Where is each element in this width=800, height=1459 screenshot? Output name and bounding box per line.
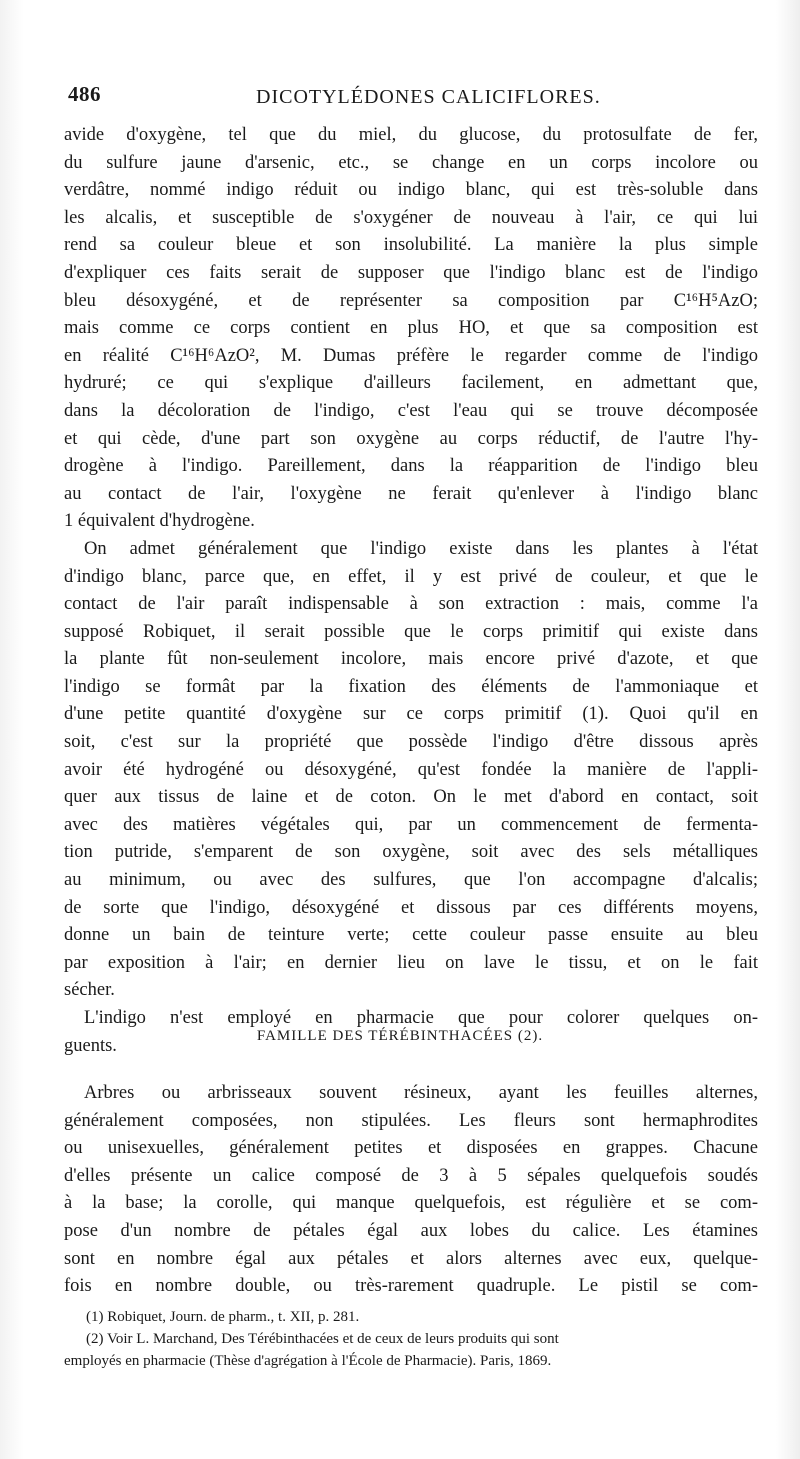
footnote-1: (1) Robiquet, Journ. de pharm., t. XII, p. 281.: [86, 1309, 360, 1325]
text-line: ou unisexuelles, généralement petites et disposées en grappes. Chacune: [64, 1138, 758, 1159]
text-line: L'indigo n'est employé en pharmacie que pour colorer quelques on-: [84, 1008, 758, 1028]
footnote-2: (2) Voir L. Marchand, Des Térébinthacées et de ceux de leurs produits qui sont: [86, 1331, 559, 1347]
paragraph-1: [64, 122, 758, 536]
text-line: à la base; la corolle, qui manque quelquefois, est régulière et se com-: [64, 1193, 758, 1214]
text-line: sont en nombre égal aux pétales et alors alternes avec eux, quelque-: [64, 1248, 758, 1269]
text-line: bleu désoxygéné, et de représenter sa composition par C¹⁶H⁵AzO;: [64, 290, 758, 311]
running-title: DICOTYLÉDONES CALICIFLORES.: [256, 86, 601, 108]
text-line: par exposition à l'air; en dernier lieu on lave le tissu, et on le fait: [64, 952, 758, 973]
text-line: On admet généralement que l'indigo existe dans les plantes à l'état: [84, 538, 758, 559]
paragraph-2: [64, 536, 758, 1005]
text-line: généralement composées, non stipulées. Les fleurs sont hermaphrodites: [64, 1110, 758, 1131]
text-line: soit, c'est sur la propriété que possède l'indigo d'être dissous après: [64, 732, 758, 753]
text-line: sécher.: [64, 980, 115, 1001]
text-line: fois en nombre double, ou très-rarement quadruple. Le pistil se com-: [64, 1276, 758, 1297]
text-line: de sorte que l'indigo, désoxygéné et dissous par ces différents moyens,: [64, 897, 758, 918]
text-line: du sulfure jaune d'arsenic, etc., se change en un corps incolore ou: [64, 152, 758, 173]
page-header: [68, 82, 758, 118]
text-line: avoir été hydrogéné ou désoxygéné, qu'est fondée la manière de l'appli-: [64, 759, 758, 780]
text-line: donne un bain de teinture verte; cette couleur passe ensuite au bleu: [64, 925, 758, 946]
footnote-2-continued: employés en pharmacie (Thèse d'agrégation à l'École de Pharmacie). Paris, 1869.: [64, 1353, 552, 1369]
section-paragraph: [64, 1080, 758, 1301]
text-line: au contact de l'air, l'oxygène ne ferait qu'enlever à l'indigo blanc: [64, 483, 758, 504]
text-line: quer aux tissus de laine et de coton. On le met d'abord en contact, soit: [64, 787, 758, 808]
text-line: guents.: [64, 1035, 117, 1056]
text-line: d'indigo blanc, parce que, en effet, il y est privé de couleur, et que le: [64, 566, 758, 587]
text-line: les alcalis, et susceptible de s'oxygéner de nouveau à l'air, ce qui lui: [64, 207, 758, 228]
text-line: d'elles présente un calice composé de 3 à 5 sépales quelquefois soudés: [64, 1165, 758, 1186]
text-line: l'indigo se formât par la fixation des éléments de l'ammoniaque et: [64, 676, 758, 697]
text-line: contact de l'air paraît indispensable à son extraction : mais, comme l'a: [64, 594, 758, 615]
text-line: dans la décoloration de l'indigo, c'est l'eau qui se trouve décomposée: [64, 400, 758, 421]
text-line: supposé Robiquet, il serait possible que le corps primitif qui existe dans: [64, 621, 758, 642]
text-line: avide d'oxygène, tel que du miel, du glucose, du protosulfate de fer,: [64, 125, 758, 145]
text-line: la plante fût non-seulement incolore, mais encore privé d'azote, et que: [64, 649, 758, 670]
text-line: verdâtre, nommé indigo réduit ou indigo blanc, qui est très-soluble dans: [64, 180, 758, 201]
text-line: d'expliquer ces faits serait de supposer que l'indigo blanc est de l'indigo: [64, 262, 758, 283]
text-line: et qui cède, d'une part son oxygène au corps réductif, de l'autre l'hy-: [64, 428, 758, 449]
text-line: tion putride, s'emparent de son oxygène, soit avec des sels métalliques: [64, 842, 758, 863]
section-title: FAMILLE DES TÉRÉBINTHACÉES (2).: [256, 1028, 544, 1044]
text-line: mais comme ce corps contient en plus HO, et que sa composition est: [64, 318, 758, 339]
text-line: pose d'un nombre de pétales égal aux lobes du calice. Les étamines: [64, 1220, 758, 1241]
footnotes: [64, 1306, 758, 1372]
text-line: d'une petite quantité d'oxygène sur ce corps primitif (1). Quoi qu'il en: [64, 704, 758, 725]
text-line: au minimum, ou avec des sulfures, que l'on accompagne d'alcalis;: [64, 870, 758, 891]
text-line: 1 équivalent d'hydrogène.: [64, 511, 255, 532]
text-line: avec des matières végétales qui, par un commencement de fermenta-: [64, 814, 758, 835]
text-line: en réalité C¹⁶H⁶AzO², M. Dumas préfère le regarder comme de l'indigo: [64, 345, 758, 366]
body-text: [64, 122, 758, 1060]
page-number: 486: [68, 82, 101, 106]
text-line: drogène à l'indigo. Pareillement, dans la réapparition de l'indigo bleu: [64, 456, 758, 477]
text-line: rend sa couleur bleue et son insolubilité. La manière la plus simple: [64, 235, 758, 256]
text-line: Arbres ou arbrisseaux souvent résineux, ayant les feuilles alternes,: [84, 1083, 758, 1103]
text-line: hydruré; ce qui s'explique d'ailleurs facilement, en admettant que,: [64, 373, 758, 394]
